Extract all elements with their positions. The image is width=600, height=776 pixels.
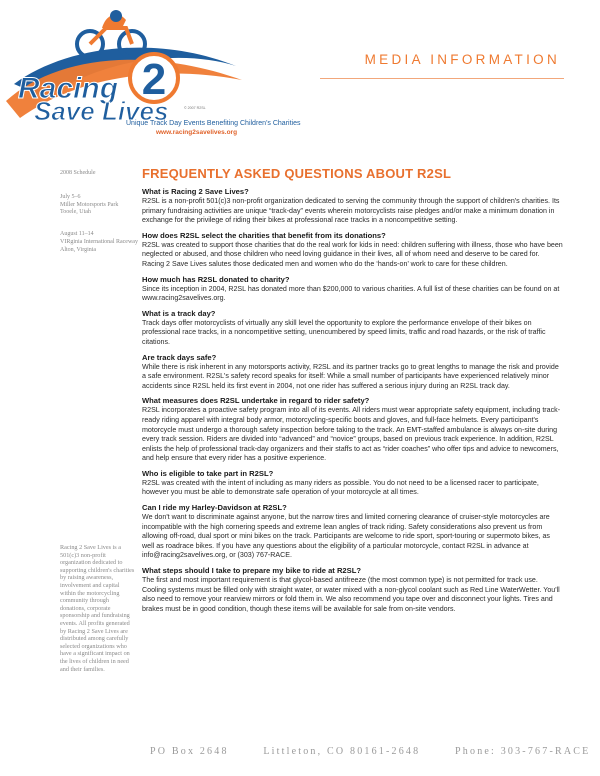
event-date: July 5–6	[60, 193, 81, 200]
faq-question: What steps should I take to prepare my bike to ride at R2SL?	[142, 566, 361, 576]
faq-answer: Track days offer motorcyclists of virtually any skill level the opportunity to explore the performance envelope of their bikes on professional race tracks, in a noncompetitive setting, unencumbered by speed limits, traffic and road hazards, or the risk of traffic citations.	[142, 318, 546, 346]
event-venue: VIRginia International Raceway	[60, 238, 138, 245]
faq-answer: R2SL is a non-profit 501(c)3 non-profit organization dedicated to serving the community through the support of children's charities. Its primary fundraising activities are unique “track-day” events wherein motorcyclists raise pledges and/or make a minimum donation in exchange for the privilege of riding their bikes at professional race tracks in a noncompetitive setting.	[142, 197, 560, 225]
racing-2-save-lives-logo[interactable]	[6, 6, 301, 136]
faq-item	[142, 396, 563, 464]
event-venue: Miller Motorsports Park	[60, 201, 119, 208]
footer-po-box: PO Box 2648	[150, 746, 229, 757]
logo-word-racing: Racing	[18, 72, 119, 105]
event-location: Tooele, Utah	[60, 209, 91, 216]
event-location: Alton, Virginia	[60, 246, 97, 253]
page-title: FREQUENTLY ASKED QUESTIONS ABOUT R2SL	[142, 166, 452, 181]
faq-item	[142, 309, 563, 348]
faq-item	[142, 231, 563, 270]
faq-item	[142, 503, 563, 561]
faq-answer: While there is risk inherent in any motorsports activity, R2SL and its partner tracks go to great lengths to manage the risk and provide a safe environment. R2SL's safety record speaks for itself: While a small number of participants have experienced relatively minor accidents since R2SL held its first event in 2004, not one rider has suffered a serious injury during an R2SL track day.	[142, 362, 559, 390]
logo-copyright: © 2007 R2SL	[184, 106, 206, 110]
media-information-heading: MEDIA INFORMATION	[364, 52, 560, 67]
faq-question: What measures does R2SL undertake in regard to rider safety?	[142, 396, 370, 406]
faq-answer: Since its inception in 2004, R2SL has donated more than $200,000 to various charities. A full list of these charities can be found on at www.racing2savelives.org.	[142, 284, 560, 303]
logo-numeral: 2	[141, 55, 167, 104]
faq-answer: R2SL incorporates a proactive safety program into all of its events. All riders must wear appropriate safety equipment, including track-ready riding apparel with integral body armor, motorcycling-specific boots and gloves, and full-face helmets. Every participant's motorcycle must undergo a thorough safety inspection before taking to the track. An EMT-staffed ambulance is always on-site during every track session. Riders are divided into “advanced” and “novice” groups, based on previous track experience. In addition, R2SL enlists the help of professional track-day organizers and their staffs to act as “rider coaches” who offer tips and advice to newcomers, and help ensure that every rider has a positive experience.	[142, 406, 561, 463]
about-blurb: Racing 2 Save Lives is a 501(c)3 non-profit organization dedicated to supporting children's charities by raising awareness, involvement and capital within the motorcycling community through donations, corporate sponsorship and fundraising events. All profits generated by Racing 2 Save Lives are distributed among carefully selected organizations who have a significant impact on the lives of children in need and their families.	[60, 544, 135, 673]
website-url[interactable]: www.racing2savelives.org	[156, 129, 238, 136]
tagline: Unique Track Day Events Benefiting Children's Charities	[126, 120, 301, 127]
faq-answer: R2SL was created with the intent of including as many riders as possible. You do not need to be a licensed racer to participate, however you must be able to demonstrate safe operation of your motorcycle at all times.	[142, 478, 539, 497]
footer-city: Littleton, CO 80161-2648	[263, 746, 421, 757]
footer-phone[interactable]: Phone: 303-767-RACE	[455, 746, 591, 757]
faq-question: Are track days safe?	[142, 352, 217, 362]
logo-graphic	[6, 6, 278, 128]
faq-item	[142, 566, 563, 614]
faq-item	[142, 187, 563, 226]
header-divider	[320, 78, 564, 79]
faq-item	[142, 353, 563, 392]
faq-question: Can I ride my Harley-Davidson at R2SL?	[142, 503, 287, 513]
faq-answer: R2SL was created to support those charities that do the real work for kids in need: children suffering with illness, those who have been neglected or abused, and those children who need loving guidance in their lives, all of whom need and deserve to be cared for. Racing 2 Save Lives salutes those dedicated men and women who do the ‘hands-on’ work to care for these children.	[142, 240, 563, 268]
schedule-title: 2008 Schedule	[60, 170, 96, 176]
faq-item	[142, 275, 563, 304]
faq-question: Who is eligible to take part in R2SL?	[142, 468, 274, 478]
event-date: August 11–14	[60, 231, 94, 238]
faq-answer: The first and most important requirement is that glycol-based antifreeze (the most common type) is not permitted for track use. Cooling systems must be filled only with straight water, or water mixed with a non-glycol coolant such as Red Line WaterWetter. You'll also need to remove your rearview mirrors or fold them in. We also recommend you tape over and disconnect your lights. Tires and brakes must be in good condition, though these items will be available for sale from on-site vendors.	[142, 576, 560, 613]
schedule-event	[60, 231, 138, 254]
faq-question: What is a track day?	[142, 308, 216, 318]
faq-answer: We don't want to discriminate against anyone, but the narrow tires and limited cornering clearance of cruiser-style motorcycles are incompatible with the high cornering speeds and extreme lean angles of track riding. Safety considerations also prevent us from allowing off-road, dual sport or mini bikes on the track. Participants are welcome to ride sport, sport-touring or supermoto bikes, as well as roadrace bikes. If you have any questions about the eligibility of a particular motorcycle, contact R2SL in advance at info@racing2savelives.org, or (303) 767-RACE.	[142, 513, 550, 560]
schedule-event	[60, 194, 135, 217]
logo-word-save-lives: Save Lives	[34, 96, 169, 126]
faq-item	[142, 469, 563, 498]
faq-question: How much has R2SL donated to charity?	[142, 274, 290, 284]
faq-question: What is Racing 2 Save Lives?	[142, 187, 249, 196]
faq-section	[142, 166, 563, 619]
contact-footer	[150, 746, 600, 757]
schedule-sidebar	[60, 170, 138, 269]
faq-question: How does R2SL select the charities that benefit from its donations?	[142, 230, 386, 240]
